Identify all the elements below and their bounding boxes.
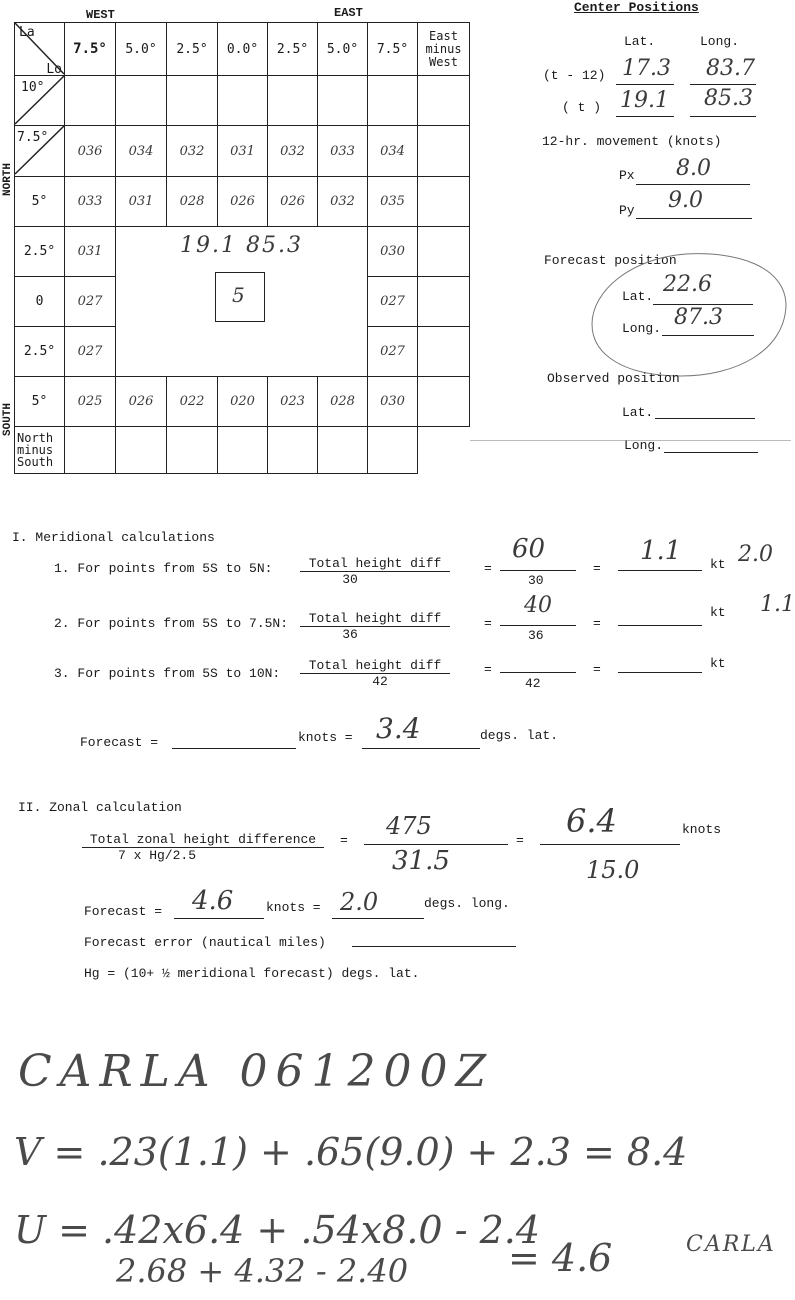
py-field: 9.0 (636, 198, 752, 219)
cell (318, 76, 368, 126)
value-cell: 027 (65, 277, 116, 327)
storm-name-handwritten: CARLA (686, 1232, 776, 1257)
obs-lat-label: Lat. (622, 405, 654, 420)
t-label: ( t ) (562, 100, 602, 115)
zonal-forecast-knots-field: 4.6 (174, 900, 264, 919)
value-cell: 035 (368, 177, 418, 227)
meridional-line1-num-field: 60 (500, 552, 576, 571)
value-cell: 026 (218, 177, 268, 227)
zonal-forecast-degs-field: 2.0 (332, 900, 424, 919)
center-box (215, 272, 265, 322)
row-label-10n: 10° (15, 76, 65, 126)
cell (418, 177, 470, 227)
value-cell: 026 (116, 377, 167, 427)
cell (318, 427, 368, 474)
value-cell: 022 (167, 377, 218, 427)
storm-title-handwritten: CARLA 061200Z (18, 1046, 495, 1097)
v-equation-handwritten: V = .23(1.1) + .65(9.0) + 2.3 = 8.4 (14, 1130, 688, 1174)
col-header-e75: 7.5° (368, 23, 418, 76)
value-cell: 031 (65, 227, 116, 277)
cell (268, 76, 318, 126)
west-label: WEST (86, 8, 115, 22)
analysis-grid (14, 22, 470, 474)
south-side-label: SOUTH (2, 402, 14, 436)
cell (368, 427, 418, 474)
corner-lo: Lo (46, 62, 62, 77)
value-cell: 030 (368, 227, 418, 277)
col-header-w75: 7.5° (65, 23, 116, 76)
fc-lat-label: Lat. (622, 289, 654, 304)
cell (418, 126, 470, 177)
center-code: 5 (232, 283, 245, 307)
fc-long-label: Long. (622, 321, 662, 336)
cell (368, 76, 418, 126)
value-cell: 026 (268, 177, 318, 227)
lat-header: Lat. (624, 34, 656, 49)
value-cell: 028 (167, 177, 218, 227)
zonal-den-handwritten: 31.5 (392, 846, 450, 876)
meridional-line2-extra: 1.1 (760, 592, 795, 617)
cell (418, 76, 470, 126)
value-cell: 027 (368, 277, 418, 327)
cell (418, 227, 470, 277)
px-field: 8.0 (636, 164, 750, 185)
row-label-25n: 2.5° (15, 227, 65, 277)
row-label-25s: 2.5° (15, 327, 65, 377)
long-header: Long. (700, 34, 740, 49)
cell (167, 427, 218, 474)
center-positions-title: Center Positions (574, 0, 699, 15)
zonal-result-field: 6.4 (540, 826, 680, 845)
north-side-label: NORTH (2, 162, 14, 196)
forecast-position-label: Forecast position (544, 253, 677, 268)
row-label-75n: 7.5° (15, 126, 65, 177)
zonal-forecast-label: Forecast = (84, 904, 163, 919)
corner-la: La (19, 25, 35, 40)
hg-definition: Hg = (10+ ½ meridional forecast) degs. lat. (84, 966, 420, 981)
col-header-00: 0.0° (218, 23, 268, 76)
cell (418, 377, 470, 427)
meridional-line3-label: 3. For points from 5S to 10N: (54, 666, 281, 681)
value-cell: 032 (318, 177, 368, 227)
zonal-title: II. Zonal calculation (18, 800, 182, 815)
cell (167, 76, 218, 126)
col-header-e50: 5.0° (318, 23, 368, 76)
obs-long-label: Long. (624, 438, 664, 453)
row-label-north-minus-south: North minus South (15, 427, 65, 474)
u-equation-line2-handwritten: 2.68 + 4.32 - 2.40 (116, 1252, 409, 1290)
value-cell: 032 (167, 126, 218, 177)
forecast-error-label: Forecast error (nautical miles) (84, 935, 326, 950)
cell (116, 76, 167, 126)
t-lat-field: 19.1 (616, 96, 674, 117)
movement-label: 12-hr. movement (knots) (542, 134, 722, 149)
value-cell: 020 (218, 377, 268, 427)
value-cell: 023 (268, 377, 318, 427)
value-cell: 036 (65, 126, 116, 177)
meridional-line1-result-field: 1.1 (618, 552, 702, 571)
value-cell: 034 (116, 126, 167, 177)
value-cell: 033 (318, 126, 368, 177)
value-cell: 034 (368, 126, 418, 177)
observed-position-label: Observed position (547, 371, 680, 386)
cell (218, 427, 268, 474)
u-equation-handwritten: U = .42x6.4 + .54x8.0 - 2.4 (14, 1208, 541, 1252)
meridional-line2-result-field (618, 607, 702, 626)
col-header-w50: 5.0° (116, 23, 167, 76)
zonal-result-den: 15.0 (586, 856, 640, 884)
meridional-forecast-degs-field: 3.4 (362, 730, 480, 749)
row-label-5n: 5° (15, 177, 65, 227)
value-cell: 033 (65, 177, 116, 227)
east-label: EAST (334, 6, 363, 20)
cell (65, 427, 116, 474)
row-label-5s: 5° (15, 377, 65, 427)
meridional-forecast-knots-field (172, 730, 296, 749)
px-label: Px (619, 168, 635, 183)
meridional-line2-label: 2. For points from 5S to 7.5N: (54, 616, 289, 631)
col-header-w25: 2.5° (167, 23, 218, 76)
center-region (116, 227, 368, 377)
obs-lat-field (655, 400, 755, 419)
value-cell: 031 (218, 126, 268, 177)
meridional-line2-num-field: 40 (500, 607, 576, 626)
meridional-forecast-label: Forecast = (80, 735, 159, 750)
cell (218, 76, 268, 126)
meridional-line3-result-field (618, 654, 702, 673)
t12-lat-field: 17.3 (616, 64, 674, 85)
forecast-error-field (352, 930, 516, 947)
cell (418, 277, 470, 327)
row-label-0: 0 (15, 277, 65, 327)
cell (268, 427, 318, 474)
cell (116, 427, 167, 474)
meridional-line3-fraction: Total height diff 42 (300, 658, 460, 689)
value-cell: 030 (368, 377, 418, 427)
t12-long-field: 83.7 (690, 64, 756, 85)
value-cell: 025 (65, 377, 116, 427)
meridional-line2-fraction: Total height diff 36 (300, 611, 450, 642)
t12-label: (t - 12) (543, 68, 606, 83)
cell (65, 76, 116, 126)
obs-long-field (664, 434, 758, 453)
meridional-title: I. Meridional calculations (12, 530, 215, 545)
fc-long-field: 87.3 (662, 315, 754, 336)
u-result-handwritten: = 4.6 (508, 1236, 613, 1280)
meridional-line1-fraction: Total height diff 30 (300, 556, 450, 587)
meridional-line1-label: 1. For points from 5S to 5N: (54, 561, 273, 576)
value-cell: 031 (116, 177, 167, 227)
value-cell: 028 (318, 377, 368, 427)
fc-lat-field: 22.6 (653, 284, 753, 305)
meridional-line3-num-field (500, 654, 576, 673)
cell (418, 327, 470, 377)
col-header-e25: 2.5° (268, 23, 318, 76)
value-cell: 027 (368, 327, 418, 377)
corner-cell (15, 23, 65, 76)
blank-cell (418, 427, 470, 474)
value-cell: 032 (268, 126, 318, 177)
center-coordinates: 19.1 85.3 (180, 233, 303, 258)
t-long-field: 85.3 (690, 96, 756, 117)
py-label: Py (619, 203, 635, 218)
value-cell: 027 (65, 327, 116, 377)
zonal-fraction: Total zonal height difference 7 x Hg/2.5 (82, 832, 324, 863)
zonal-num-field: 475 (364, 826, 508, 845)
col-header-east-minus-west: East minus West (418, 23, 470, 76)
meridional-line1-extra: 2.0 (738, 542, 773, 567)
